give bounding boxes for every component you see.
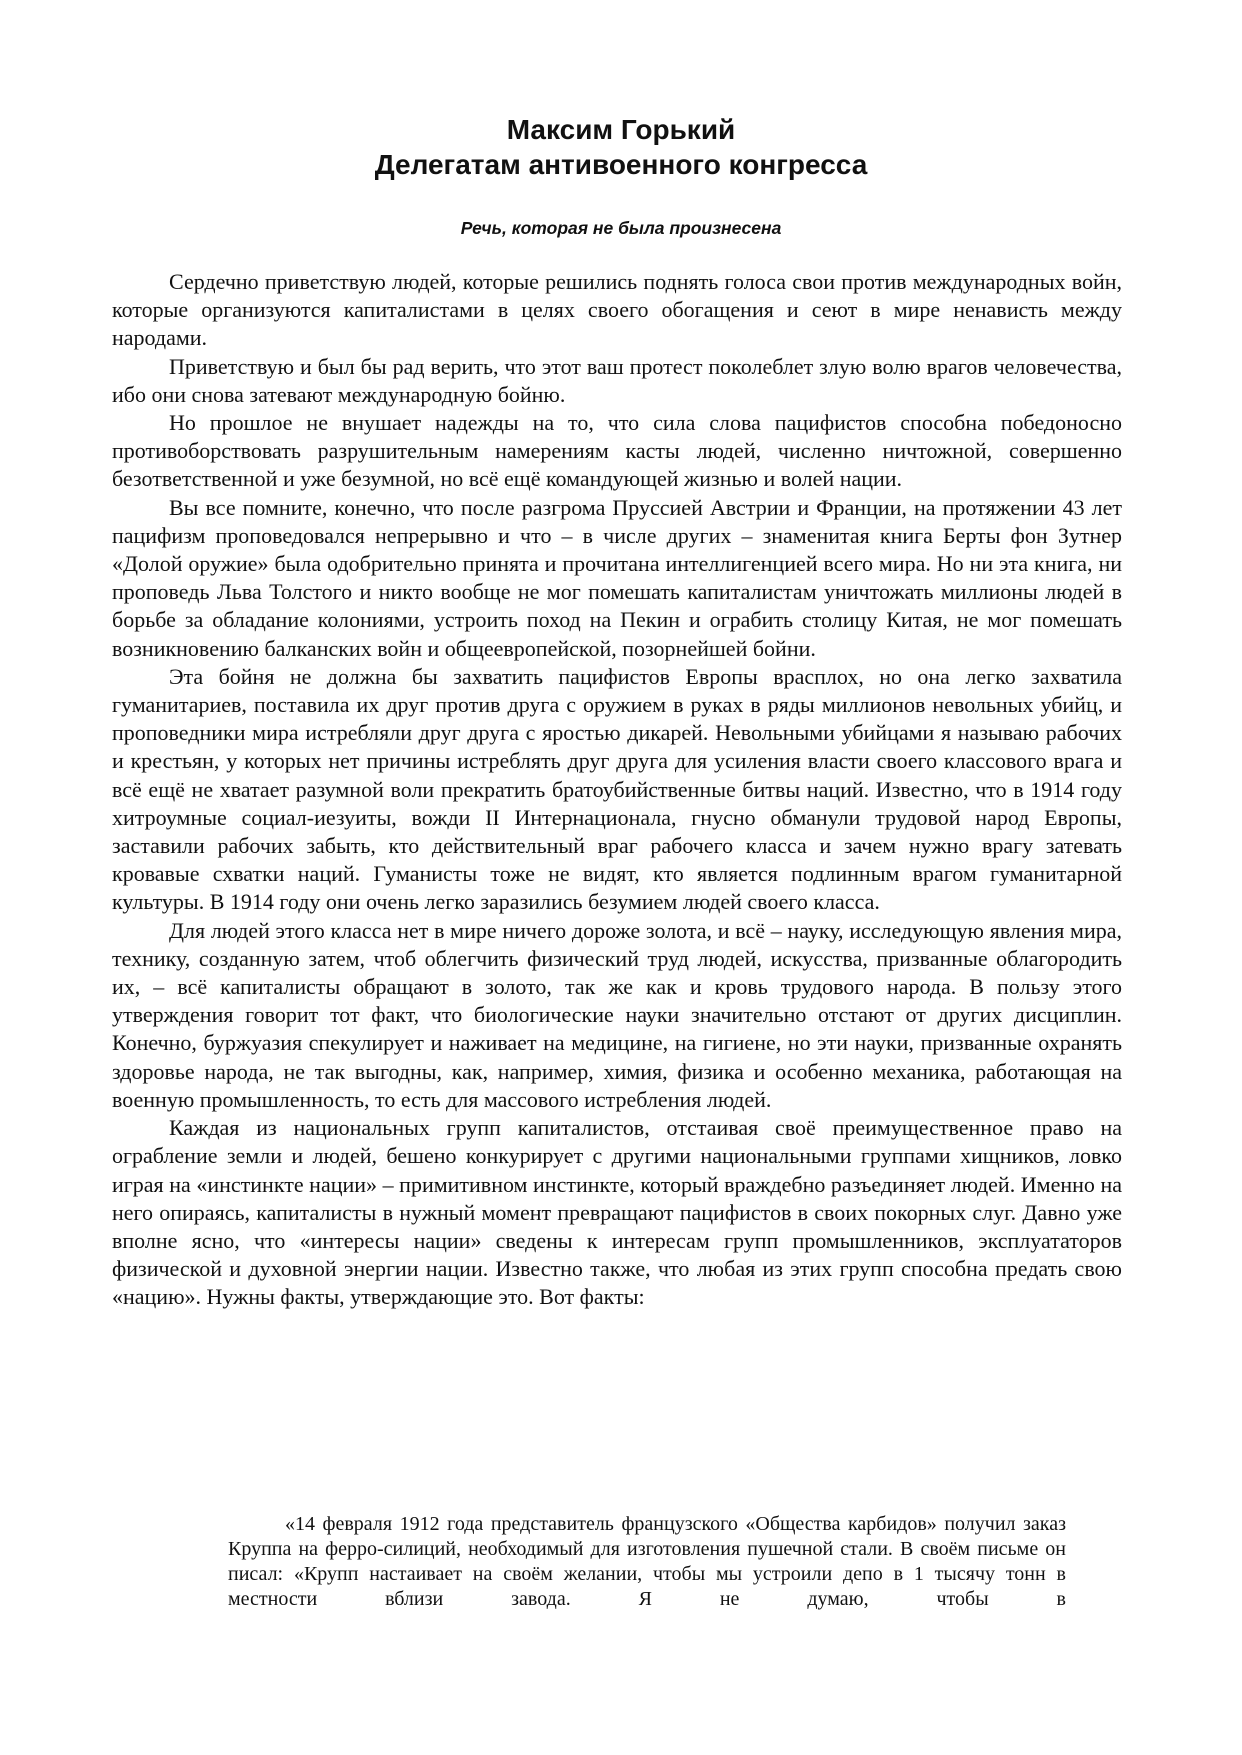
paragraph: Приветствую и был бы рад верить, что этот ваш протест поколеблет злую волю врагов человечества, ибо они снова затевают международную бойню. (112, 353, 1122, 407)
paragraph: Но прошлое не внушает надежды на то, что сила слова пацифистов способна победоносно противоборствовать разрушительным намерениям касты людей, численно ничтожной, совершенно безответственной и уже безумной, но всё ещё командующей жизнью и волей нации. (112, 410, 1122, 492)
author-name: Максим Горький (506, 114, 736, 145)
quote-text: «14 февраля 1912 года представитель французского «Общества карбидов» получил заказ Круппа на ферро-силиций, необходимый для изготовления пушечной стали. В своём письме он писал: «Крупп настаивает на своём желании, чтобы мы устроили депо в 1 тысячу тонн в местности вблизи завода. Я не думаю, чтобы в (228, 1513, 1066, 1610)
paragraph: Для людей этого класса нет в мире ничего дороже золота, и всё – науку, исследующую явления мира, технику, созданную затем, чтоб облегчить физический труд людей, искусства, призванные облагородить их, – всё капиталисты обращают в золото, так же как и кровь трудового народа. В пользу этого утверждения говорит тот факт, что биологические науки значительно отстают от других дисциплин. Конечно, буржуазия спекулирует и наживает на медицине, на гигиене, но эти науки, призванные охранять здоровье народа, не так выгодны, как, например, химия, физика и особенно механика, работающая на военную промышленность, то есть для массового истребления людей. (112, 917, 1122, 1112)
block-quote (228, 1512, 1066, 1612)
document-subtitle: Речь, которая не была произнесена (460, 218, 782, 238)
document-title: Делегатам антивоенного конгресса (374, 149, 868, 180)
paragraph: Вы все помните, конечно, что после разгрома Пруссией Австрии и Франции, на протяжении 43 лет пацифизм проповедовался непрерывно и что – в числе других – знаменитая книга Берты фон Зутнер «Долой оружие» была одобрительно принята и прочитана интеллигенцией всего мира. Но ни эта книга, ни проповедь Льва Толстого и никто вообще не мог помешать капиталистам уничтожать миллионы людей в борьбе за обладание колониями, устроить поход на Пекин и ограбить столицу Китая, не мог помешать возникновению балканских войн и общеевропейской, позорнейшей бойни. (112, 494, 1122, 661)
body-text (112, 268, 1122, 1312)
paragraph: Эта бойня не должна бы захватить пацифистов Европы врасплох, но она легко захватила гуманитариев, поставила их друг против друга с оружием в руках в ряды миллионов невольных убийц, и проповедники мира истребляли друг друга с яростью дикарей. Невольными убийцами я называю рабочих и крестьян, у которых нет причины истреблять друг друга для усиления власти своего классового врага и всё ещё не хватает разумной воли прекратить братоубийственные битвы наций. Известно, что в 1914 году хитроумные социал-иезуиты, вожди II Интернационала, гнусно обманули трудовой народ Европы, заставили рабочих забыть, кто действительный враг рабочего класса и зачем нужно врагу затевать кровавые схватки наций. Гуманисты тоже не видят, кто является подлинным врагом гуманитарной культуры. В 1914 году они очень легко заразились безумием людей своего класса. (112, 663, 1122, 915)
paragraph: Сердечно приветствую людей, которые решились поднять голоса свои против международных войн, которые организуются капиталистами в целях своего обогащения и сеют в мире ненависть между народами. (112, 269, 1122, 351)
paragraph: Каждая из национальных групп капиталистов, отстаивая своё преимущественное право на ограбление земли и людей, бешено конкурирует с другими национальными группами хищников, ловко играя на «инстинкте нации» – примитивном инстинкте, который враждебно разъединяет людей. Именно на него опираясь, капиталисты в нужный момент превращают пацифистов в своих покорных слуг. Давно уже вполне ясно, что «интересы нации» сведены к интересам групп промышленников, эксплуататоров физической и духовной энергии нации. Известно также, что любая из этих групп способна предать свою «нацию». Нужны факты, утверждающие это. Вот факты: (112, 1115, 1122, 1310)
